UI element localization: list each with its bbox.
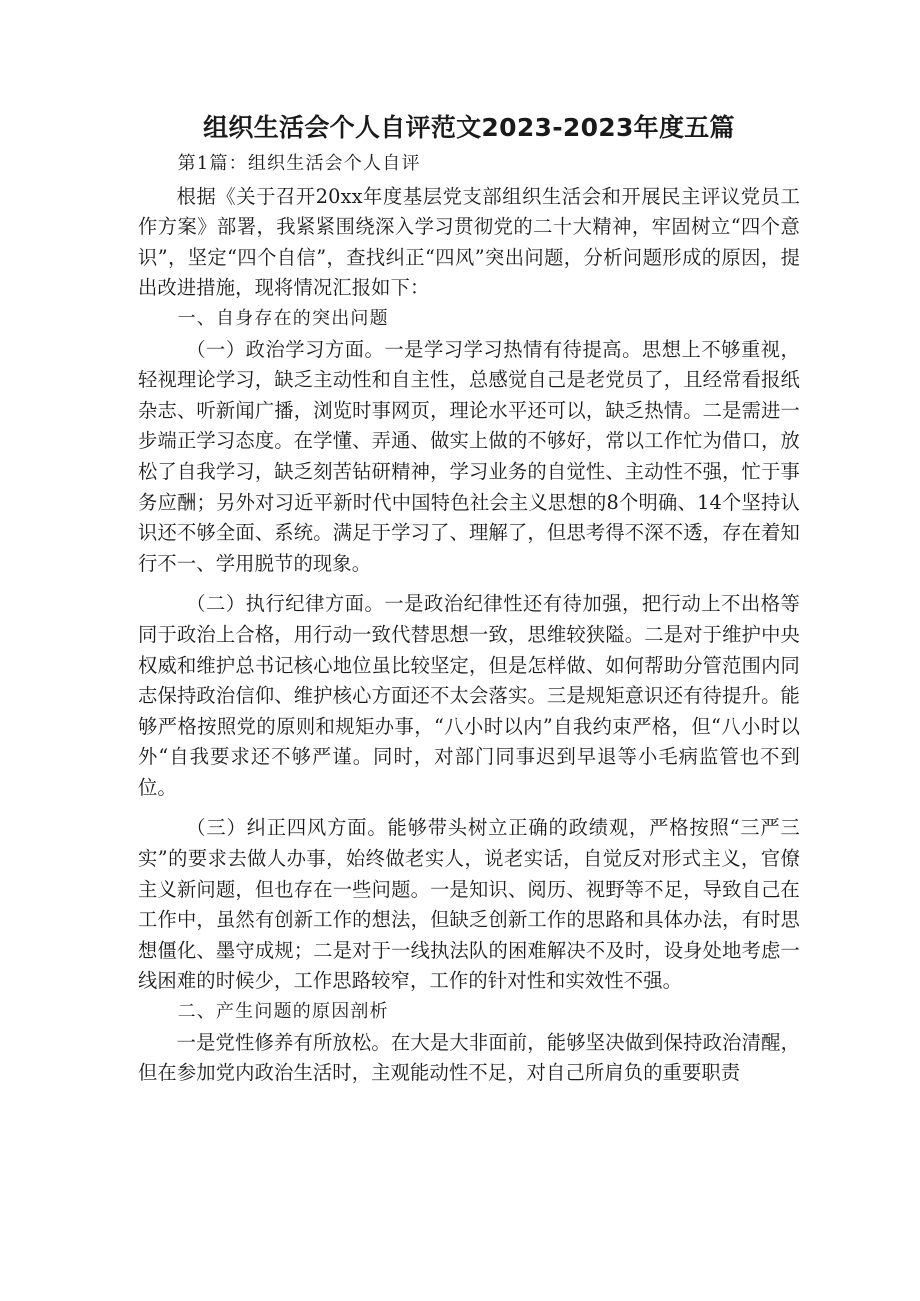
document-subtitle: 第1篇：组织生活会个人自评 [177,153,421,174]
section-heading-2: 二、产生问题的原因剖析 [177,1001,389,1023]
section1-item-discipline: （二）执行纪律方面。一是政治纪律性还有待加强，把行动上不出格等同于政治上合格，用行动一致代替思想一致，思维较狭隘。二是对于维护中央权威和维护总书记核心地位虽比较坚定，但是怎样做、如何帮助分管范围内同志保持政治信仰、维护核心方面还不太会落实。三是规矩意识还有待提升。能够严格按照党的原则和规矩办事，“八小时以内”自我约束严格，但“八小时以外“自我要求还不够严谨。同时，对部门同事迟到早退等小毛病监管也不到位。 [138,592,800,799]
section1-item-political-study: （一）政治学习方面。一是学习学习热情有待提高。思想上不够重视，轻视理论学习，缺乏主动性和自主性，总感觉自己是老党员了，且经常看报纸杂志、听新闻广播，浏览时事网页，理论水平还可以，缺乏热情。二是需进一步端正学习态度。在学懂、弄通、做实上做的不够好，常以工作忙为借口，放松了自我学习，缺乏刻苦钻研精神，学习业务的自觉性、主动性不强，忙于事务应酬；另外对习近平新时代中国特色社会主义思想的8个明确、14个坚持认识还不够全面、系统。满足于学习了、理解了，但思考得不深不透，存在着知行不一、学用脱节的现象。 [138,337,800,575]
document-page [138,100,800,1089]
document-title: 组织生活会个人自评范文2023-2023年度五篇 [203,113,735,142]
section1-item-four-winds: （三）纠正四风方面。能够带头树立正确的政绩观，严格按照“三严三实”的要求去做人办事，始终做老实人，说老实话，自觉反对形式主义，官僚主义新问题，但也存在一些问题。一是知识、阅历、视野等不足，导致自己在工作中，虽然有创新工作的想法，但缺乏创新工作的思路和具体办法，有时思想僵化、墨守成规；二是对于一线执法队的困难解决不及时，设身处地考虑一线困难的时候少，工作思路较窄，工作的针对性和实效性不强。 [138,816,800,993]
intro-paragraph: 根据《关于召开20xx年度基层党支部组织生活会和开展民主评议党员工作方案》部署，我紧紧围绕深入学习贯彻党的二十大精神，牢固树立“四个意识”，坚定“四个自信”，查找纠正“四风”突出问题，分析问题形成的原因，提出改进措施，现将情况汇报如下： [138,184,800,300]
section-heading-1: 一、自身存在的突出问题 [177,307,389,329]
section2-paragraph-1: 一是党性修养有所放松。在大是大非面前，能够坚决做到保持政治清醒，但在参加党内政治生活时，主观能动性不足，对自己所肩负的重要职责 [138,1030,800,1085]
